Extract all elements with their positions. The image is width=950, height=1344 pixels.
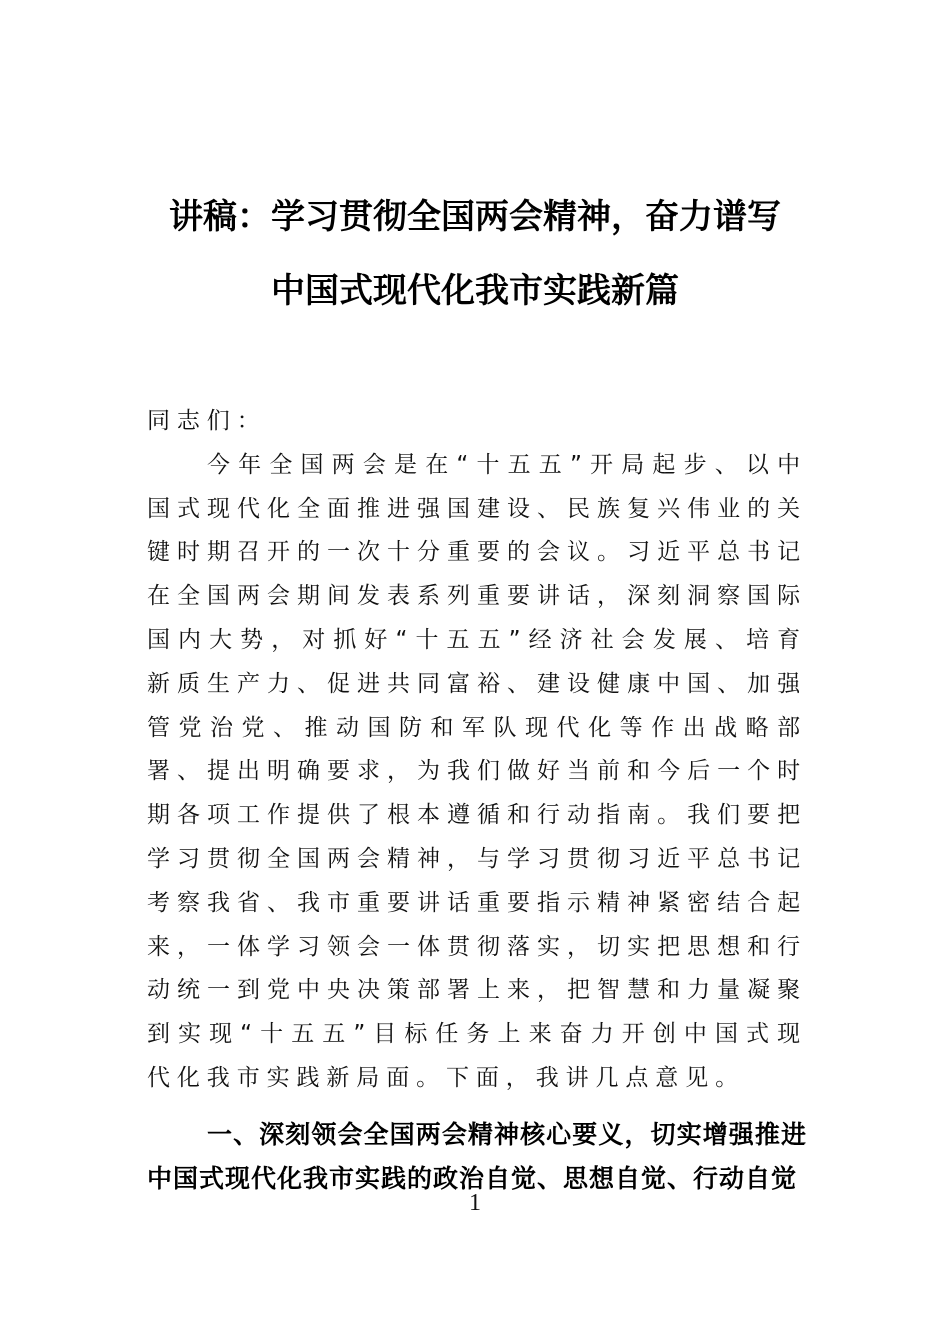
paragraph-intro: 今年全国两会是在“十五五”开局起步、以中国式现代化全面推进强国建设、民族复兴伟业的关键时期召开的一次十分重要的会议。习近平总书记在全国两会期间发表系列重要讲话，深刻洞察国际国内大势，对抓好“十五五”经济社会发展、培育新质生产力、促进共同富裕、建设健康中国、加强管党治党、推动国防和军队现代化等作出战略部署、提出明确要求，为我们做好当前和今后一个时期各项工作提供了根本遵循和行动指南。我们要把学习贯彻全国两会精神，与学习贯彻习近平总书记考察我省、我市重要讲话重要指示精神紧密结合起来，一体学习领会一体贯彻落实，切实把思想和行动统一到党中央决策部署上来，把智慧和力量凝聚到实现“十五五”目标任务上来奋力开创中国式现代化我市实践新局面。下面，我讲几点意见。: [147, 451, 807, 1091]
page-number: 1: [469, 1190, 481, 1216]
section-heading-1: 一、深刻领会全国两会精神核心要义，切实增强推进中国式现代化我市实践的政治自觉、思想自觉、行动自觉: [147, 1119, 807, 1193]
document-body: [147, 400, 807, 1200]
document-title-line-2: 中国式现代化我市实践新篇: [271, 271, 679, 311]
salutation: 同志们：: [147, 408, 267, 434]
document-title-line-1: 讲稿：学习贯彻全国两会精神，奋力谱写: [169, 197, 781, 237]
